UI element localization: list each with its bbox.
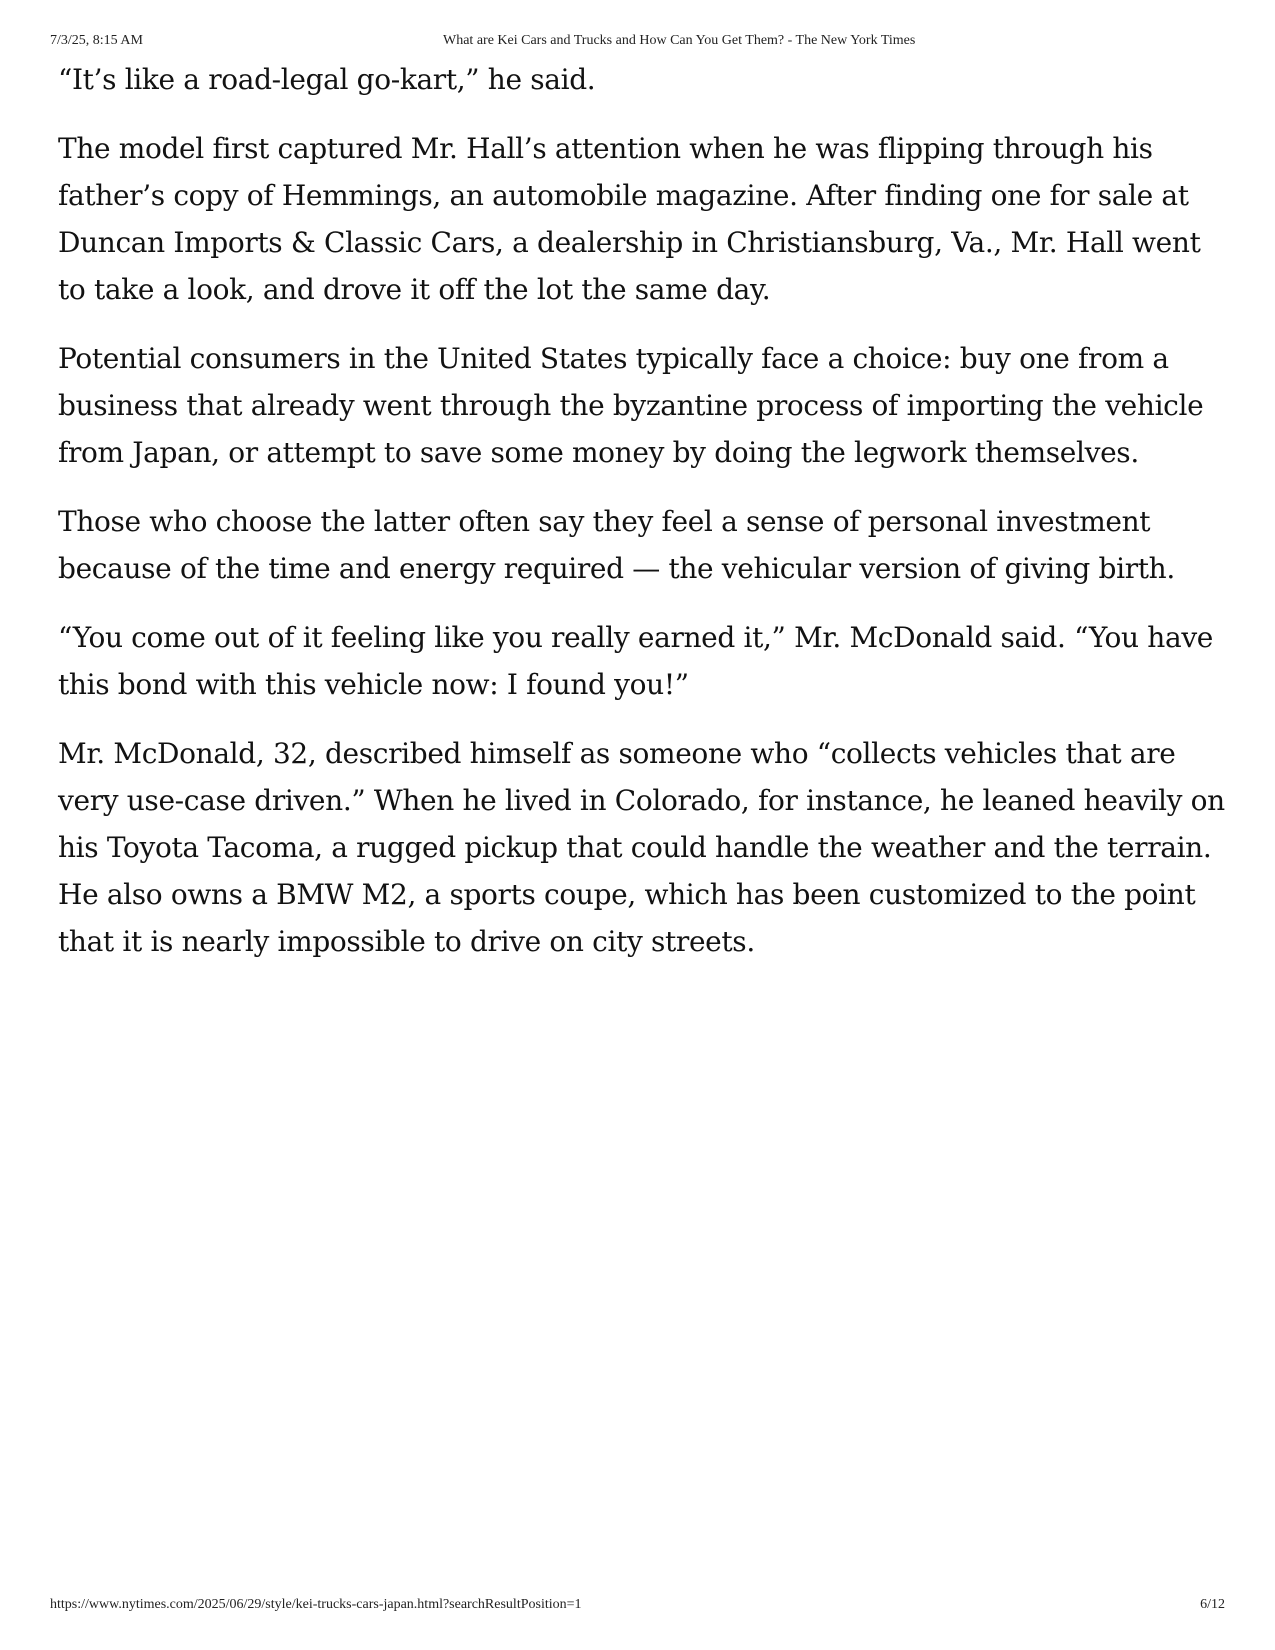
article-paragraph: Potential consumers in the United States typically face a choice: buy one from a business that already went through the byzantine process of importing the vehicle from Japan, or attempt to save some money by doing the legwork themselves.	[58, 342, 1204, 469]
article-paragraph: “It’s like a road-legal go-kart,” he said.	[58, 63, 596, 96]
print-url: https://www.nytimes.com/2025/06/29/style/kei-trucks-cars-japan.html?searchResultPosition=1	[50, 1597, 582, 1612]
page-number: 6/12	[1200, 1597, 1225, 1612]
article-paragraph: Those who choose the latter often say they feel a sense of personal investment because of the time and energy required — the vehicular version of giving birth.	[58, 505, 1175, 585]
print-page-title: What are Kei Cars and Trucks and How Can You Get Them? - The New York Times	[443, 33, 916, 48]
print-header	[0, 33, 1275, 53]
article-paragraph: “You come out of it feeling like you really earned it,” Mr. McDonald said. “You have this bond with this vehicle now: I found you!”	[58, 621, 1214, 701]
print-footer	[0, 1597, 1275, 1617]
article-body	[58, 56, 1228, 987]
article-paragraph: Mr. McDonald, 32, described himself as someone who “collects vehicles that are very use-case driven.” When he lived in Colorado, for instance, he leaned heavily on his Toyota Tacoma, a rugged pickup that could handle the weather and the terrain. He also owns a BMW M2, a sports coupe, which has been customized to the point that it is nearly impossible to drive on city streets.	[58, 737, 1225, 958]
article-paragraph: The model first captured Mr. Hall’s attention when he was flipping through his father’s copy of Hemmings, an automobile magazine. After finding one for sale at Duncan Imports & Classic Cars, a dealership in Christiansburg, Va., Mr. Hall went to take a look, and drove it off the lot the same day.	[58, 132, 1201, 306]
print-datetime: 7/3/25, 8:15 AM	[50, 33, 143, 48]
